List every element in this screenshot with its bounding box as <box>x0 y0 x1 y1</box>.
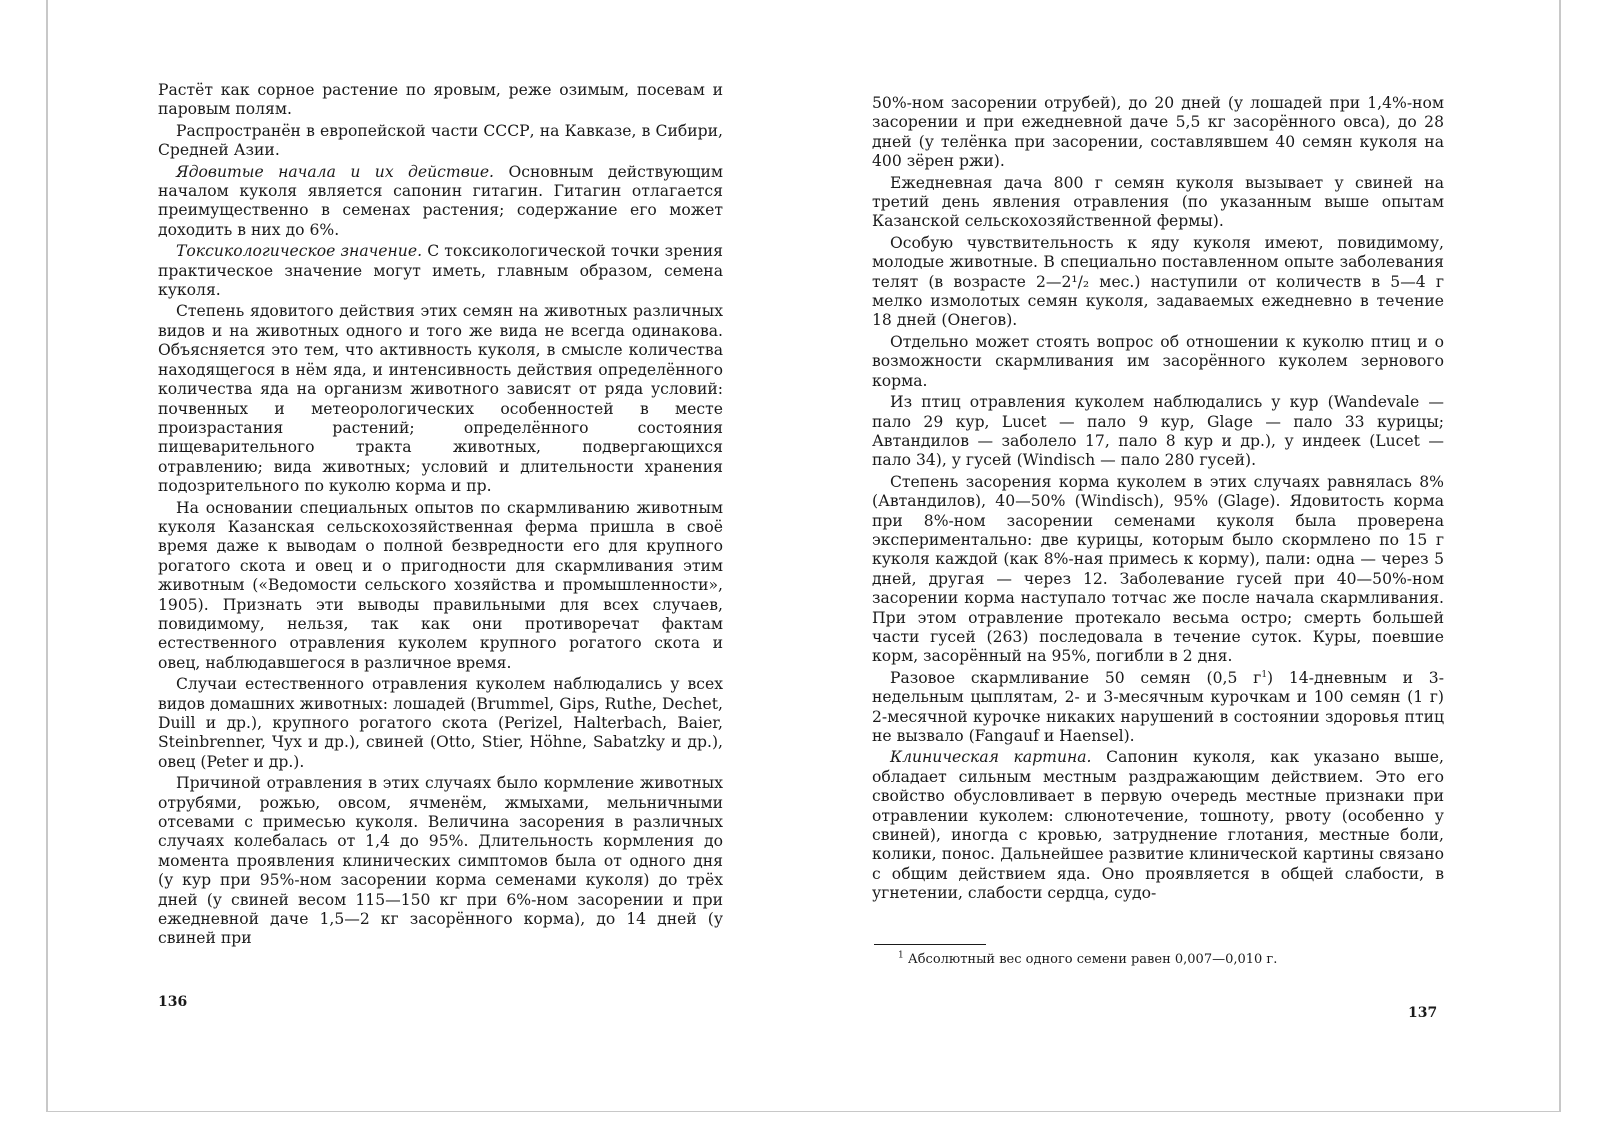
paragraph-text: Основным действующим началом куколя является сапонин гитагин. Гитагин отлагается преимущественно в семенах растения; содержание его может доходить в них до 6%. <box>158 162 723 239</box>
paragraph: Особую чувствительность к яду куколя имеют, повидимому, молодые животные. В специально поставленном опыте заболевания телят (в возрасте 2—2¹/₂ мес.) наступили от количеств в 5—4 г мелко измолотых семян куколя, задаваемых ежедневно в течение 18 дней (Онегов). <box>872 233 1444 330</box>
paragraph: Причиной отравления в этих случаях было кормление животных отрубями, рожью, овсом, ячменём, жмыхами, мельничными отсевами с примесью куколя. Величина засорения в различных случаях колебалась от 1,4 до 95%. Длительность кормления до момента проявления клинических симптомов была от одного дня (у кур при 95%-ном засорении корма семенами куколя) до трёх дней (у свиней весом 115—150 кг при 6%-ном засорении и при ежедневной даче 1,5—2 кг засорённого корма), до 14 дней (у свиней при <box>158 774 723 948</box>
footnote-text: Абсолютный вес одного семени равен 0,007—0,010 г. <box>907 952 1278 967</box>
scan-border-bottom <box>46 1111 1560 1112</box>
scan-border-left <box>46 0 48 1112</box>
left-page <box>158 81 723 951</box>
paragraph: Из птиц отравления куколем наблюдались у кур (Wandevale — пало 29 кур, Lucet — пало 9 кур, Glage — пало 33 курицы; Автандилов — заболело 17, пало 8 кур и др.), у индеек (Lucet — пало 34), у гусей (Windisch — пало 280 гусей). <box>872 393 1444 470</box>
paragraph: На основании специальных опытов по скармливанию животным куколя Казанская сельскохозяйственная ферма пришла в своё время даже к выводам о полной безвредности его для крупного рогатого скота и овец и о пригодности для скармливания этим животным («Ведомости сельского хозяйства и промышленности», 1905). Признать эти выводы правильными для всех случаев, повидимому, нельзя, так как они противоречат фактам естественного отравления куколем крупного рогатого скота и овец, наблюдавшегося в различное время. <box>158 498 723 672</box>
right-page <box>872 94 1444 906</box>
page-number-left: 136 <box>158 994 188 1010</box>
paragraph: Распространён в европейской части СССР, на Кавказе, в Сибири, Средней Азии. <box>158 121 723 160</box>
paragraph-text: ) 14-дневным и 3-недельным цыплятам, 2- и 3-месячным курочкам и 100 семян (1 г) 2-месячной курочке никаких нарушений в состоянии здоровья птиц не вызвало (Fangauf и Haensel). <box>872 668 1444 745</box>
paragraph <box>158 163 723 241</box>
paragraph: Случаи естественного отравления куколем наблюдались у всех видов домашних животных: лошадей (Brummel, Gips, Ruthe, Dechet, Duill и др.), крупного рогатого скота (Perizel, Halterbach, Baier, Steinbrenner, Чух и др.), свиней (Otto, Stier, Höhne, Sabatzky и др.), овец (Peter и др.). <box>158 675 723 771</box>
italic-heading: Клиническая картина. <box>890 748 1092 767</box>
footnote <box>898 952 1438 967</box>
italic-heading: Ядовитые начала и их действие. <box>176 162 495 181</box>
paragraph <box>872 669 1444 747</box>
paragraph-text: С токсикологической точки зрения практическое значение могут иметь, главным образом, семена куколя. <box>158 242 723 300</box>
italic-heading: Токсикологическое значение. <box>176 242 423 261</box>
footnote-mark: 1 <box>898 950 904 961</box>
scan-border-right <box>1559 0 1561 1112</box>
paragraph: 50%-ном засорении отрубей), до 20 дней (у лошадей при 1,4%-ном засорении и при ежедневной даче 5,5 кг засорённого овса), до 28 дней (у телёнка при засорении, составлявшем 40 семян куколя на 400 зёрен ржи). <box>872 94 1444 171</box>
paragraph: Степень ядовитого действия этих семян на животных различных видов и на животных одного и того же вида не всегда одинакова. Объясняется это тем, что активность куколя, в смысле количества находящегося в нём яда, и интенсивность действия определённого количества яда на организм животного зависят от ряда условий: почвенных и метеорологических особенностей в месте произрастания растений; определённого состояния пищеварительного тракта животных, подвергающихся отравлению; вида животных; условий и длительности хранения подозрительного по куколю корма и пр. <box>158 302 723 496</box>
page-number-right: 137 <box>1408 1005 1438 1021</box>
footnote-divider <box>874 944 986 945</box>
paragraph-text: Сапонин куколя, как указано выше, обладает сильным местным раздражающим действием. Это его свойство обусловливает в первую очередь местные признаки при отравлении куколем: слюнотечение, тошноту, рвоту (особенно у свиней), иногда с кровью, затруднение глотания, местные боли, колики, понос. Дальнейшее развитие клинической картины связано с общим действием яда. Оно проявляется в общей слабости, в угнетении, слабости сердца, судо- <box>872 748 1444 903</box>
paragraph <box>872 748 1444 903</box>
paragraph: Растёт как сорное растение по яровым, реже озимым, посевам и паровым полям. <box>158 81 723 119</box>
paragraph: Степень засорения корма куколем в этих случаях равнялась 8% (Автандилов), 40—50% (Windisch), 95% (Glage). Ядовитость корма при 8%-ном засорении семенами куколя была проверена экспериментально: две курицы, которым было скормлено по 15 г куколя каждой (как 8%-ная примесь к корму), пали: одна — через 5 дней, другая — через 12. Заболевание гусей при 40—50%-ном засорении корма наступало тотчас же после начала скармливания. При этом отравление протекало весьма остро; смерть большей части гусей (263) последовала в течение суток. Куры, поевшие корм, засорённый на 95%, погибли в 2 дня. <box>872 472 1444 666</box>
footnote-reference: 1 <box>1261 669 1268 680</box>
paragraph: Отдельно может стоять вопрос об отношении к куколю птиц и о возможности скармливания им засорённого куколем зернового корма. <box>872 332 1444 390</box>
paragraph <box>158 242 723 300</box>
paragraph-text: Разовое скармливание 50 семян (0,5 г <box>890 668 1262 687</box>
paragraph: Ежедневная дача 800 г семян куколя вызывает у свиней на третий день явления отравления (по указанным выше опытам Казанской сельскохозяйственной фермы). <box>872 173 1444 231</box>
